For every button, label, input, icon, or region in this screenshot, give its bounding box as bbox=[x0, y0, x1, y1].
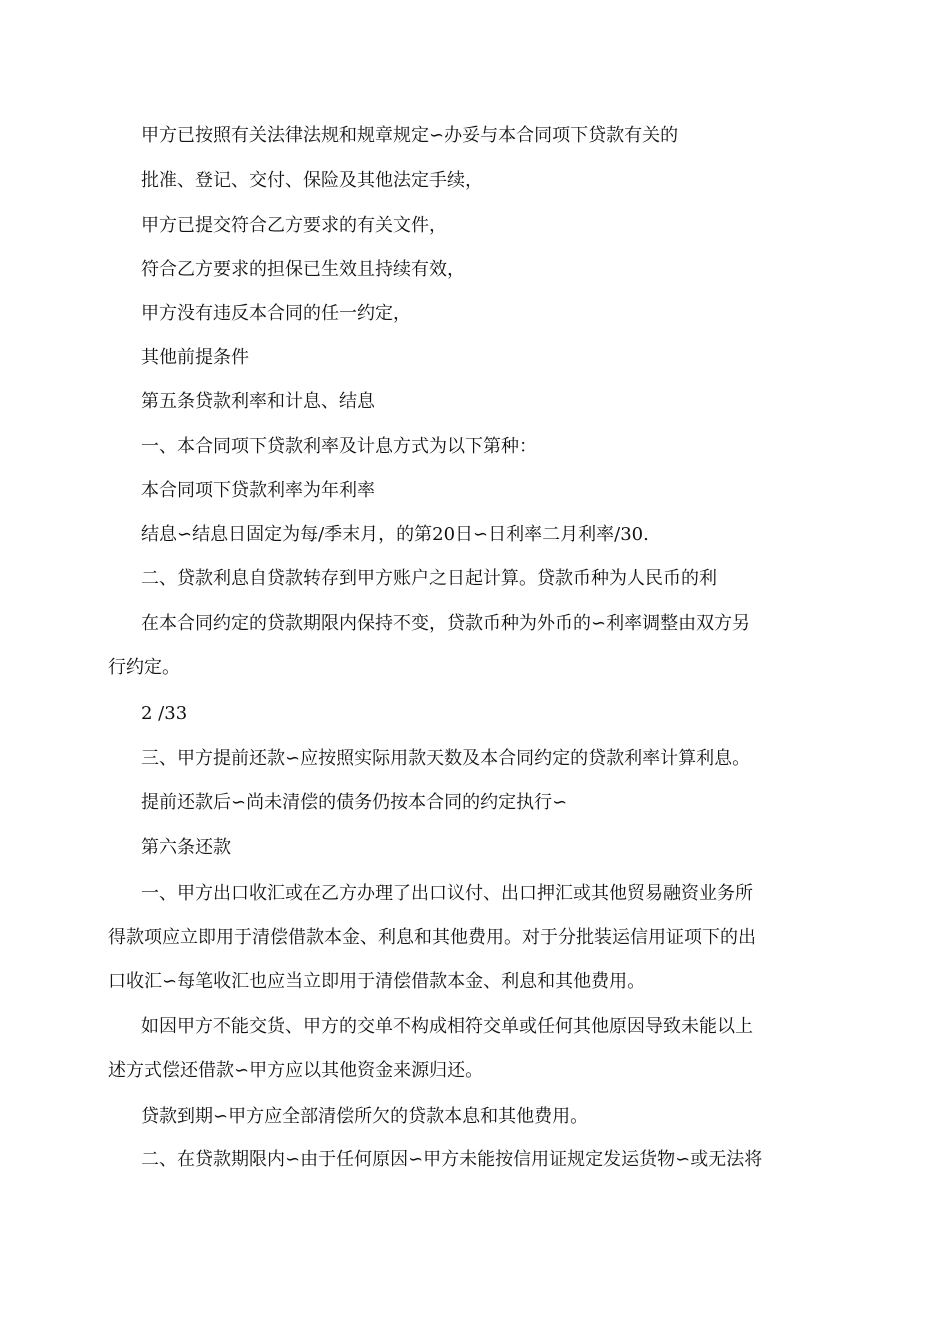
paragraph-line: 贷款到期∽甲方应全部清偿所欠的贷款本息和其他费用。 bbox=[141, 1106, 589, 1127]
paragraph-line: 甲方已提交符合乙方要求的有关文件， bbox=[141, 215, 447, 236]
paragraph-line: 其他前提条件 bbox=[141, 347, 249, 368]
paragraph-line: 提前还款后∽尚未清偿的债务仍按本合同的约定执行∽ bbox=[141, 792, 568, 813]
paragraph-line: 如因甲方不能交货、甲方的交单不构成相符交单或任何其他原因导致未能以上 bbox=[141, 1016, 753, 1037]
paragraph-line: 甲方已按照有关法律法规和规章规定∽办妥与本合同项下贷款有关的 bbox=[141, 125, 679, 146]
paragraph-line: 口收汇∽每笔收汇也应当立即用于清偿借款本金、利息和其他费用。 bbox=[108, 971, 646, 992]
section-heading: 第五条贷款利率和计息、结息 bbox=[141, 391, 375, 412]
page-number: 2 /33 bbox=[141, 703, 188, 724]
paragraph-line: 行约定。 bbox=[108, 657, 180, 678]
paragraph-line: 述方式偿还借款∽甲方应以其他资金来源归还。 bbox=[108, 1060, 484, 1081]
paragraph-line: 甲方没有违反本合同的任一约定， bbox=[141, 303, 411, 324]
paragraph-line: 本合同项下贷款利率为年利率 bbox=[141, 480, 375, 501]
paragraph-line: 二、贷款利息自贷款转存到甲方账户之日起计算。贷款币种为人民币的利 bbox=[141, 568, 717, 589]
paragraph-line: 结息∽结息日固定为每/季末月，的第20日∽日利率二月利率/30. bbox=[141, 524, 649, 545]
paragraph-line: 得款项应立即用于清偿借款本金、利息和其他费用。对于分批装运信用证项下的出 bbox=[108, 927, 756, 948]
paragraph-line: 在本合同约定的贷款期限内保持不变，贷款币种为外币的∽利率调整由双方另 bbox=[141, 613, 751, 634]
section-heading: 第六条还款 bbox=[141, 837, 231, 858]
paragraph-line: 三、甲方提前还款∽应按照实际用款天数及本合同约定的贷款利率计算利息。 bbox=[141, 748, 751, 769]
paragraph-line: 符合乙方要求的担保已生效且持续有效， bbox=[141, 259, 465, 280]
paragraph-line: 一、甲方出口收汇或在乙方办理了出口议付、出口押汇或其他贸易融资业务所 bbox=[141, 883, 753, 904]
paragraph-line: 二、在贷款期限内∽由于任何原因∽甲方未能按信用证规定发运货物∽或无法将 bbox=[141, 1149, 763, 1170]
paragraph-line: 批准、登记、交付、保险及其他法定手续， bbox=[141, 170, 483, 191]
paragraph-line: 一、本合同项下贷款利率及计息方式为以下第种： bbox=[141, 436, 537, 457]
